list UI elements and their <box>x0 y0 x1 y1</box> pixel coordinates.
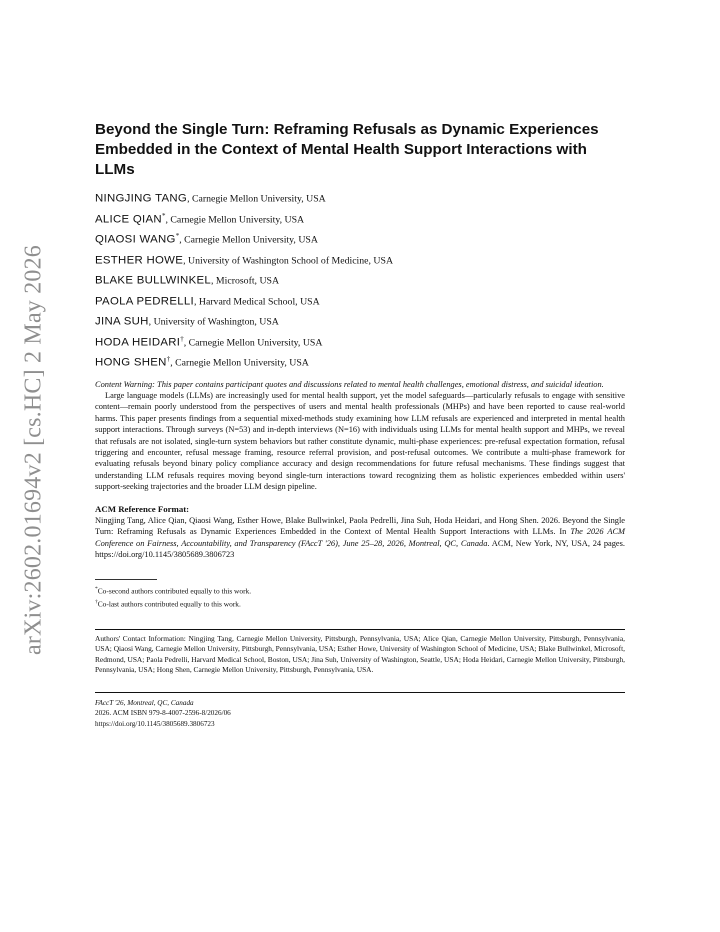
doi-link[interactable]: https://doi.org/10.1145/3805689.3806723 <box>95 719 215 728</box>
author-name: HONG SHEN <box>95 356 167 369</box>
contact-divider <box>95 629 625 630</box>
author-affiliation: , University of Washington, USA <box>148 316 279 328</box>
author-mark: † <box>166 355 171 363</box>
author-affiliation: , Carnegie Mellon University, USA <box>165 214 305 225</box>
publication-info <box>95 698 625 730</box>
author-name: QIAOSI WANG <box>95 233 176 246</box>
footnote-co-second <box>95 584 625 597</box>
abstract: Large language models (LLMs) are increasingly used for mental health support, yet the model safeguards—particularly refusals to engage with sensitive content—remain poorly understood from the perspectives of users and mental health professionals (MHPs) and have been reported to cause real-world harms. This paper presents findings from a sequential mixed-methods study examining how LLM refusals are experienced and interpreted in mental health support interactions. Through surveys (N=53) and in-depth interviews (N=16) with individuals using LLMs for mental health support and MHPs, we reveal that refusals are not isolated, single-turn system behaviors but rather constitute dynamic, multi-phase experiences: pre-refusal expectation formation, refusal triggering and encounter, refusal message framing, resource referral provision, and post-refusal outcomes. We contribute a multi-phase framework for evaluating refusals beyond binary policy compliance accuracy and design recommendations for future refusal mechanisms. These findings suggest that understanding LLM refusals requires moving beyond single-turn interactions toward recognizing them as holistic experiences embedded within users' support-seeking trajectories and the broader LLM design pipeline. <box>95 391 625 492</box>
author-entry <box>95 208 625 229</box>
acm-reference-heading: ACM Reference Format: <box>95 503 190 514</box>
footnote-divider <box>95 579 157 580</box>
author-name: PAOLA PEDRELLI <box>95 295 194 307</box>
footnote-text: Co-second authors contributed equally to this work. <box>97 586 252 596</box>
copyright-isbn: 2026. ACM ISBN 979-8-4007-2596-8/2026/06 <box>95 709 231 718</box>
author-affiliation: , Carnegie Mellon University, USA <box>183 337 323 348</box>
author-entry <box>95 269 625 290</box>
publication-venue: FAccT '26, Montreal, QC, Canada <box>95 698 194 707</box>
reference-publisher-doi: . ACM, New York, NY, USA, 24 pages. https://doi.org/10.1145/3805689.3806723 <box>95 538 625 560</box>
author-affiliation: , Carnegie Mellon University, USA <box>170 357 309 369</box>
paper-first-page <box>95 120 625 729</box>
title-line: LLMs <box>95 161 135 178</box>
author-affiliation: , University of Washington School of Medicine, USA <box>183 255 394 266</box>
arxiv-identifier-text: arXiv:2602.01694v2 [cs.HC] 2 May 2026 <box>20 244 47 656</box>
author-name: JINA SUH <box>95 315 149 328</box>
author-entry <box>95 228 625 249</box>
author-entry <box>95 351 625 372</box>
footnote-mark: * <box>95 585 98 592</box>
footnote-co-last <box>95 597 625 610</box>
author-affiliation: , Carnegie Mellon University, USA <box>179 234 318 246</box>
author-name: NINGJING TANG <box>95 192 188 205</box>
author-entry <box>95 290 625 311</box>
paper-title <box>95 120 625 180</box>
footnote-mark: † <box>95 598 98 605</box>
title-line: Embedded in the Context of Mental Health Support Interactions with <box>95 141 587 158</box>
author-list <box>95 187 625 372</box>
authors-contact-information: Authors' Contact Information: Ningjing Tang, Carnegie Mellon University, Pittsburgh, Pennsylvania, USA; Alice Qian, Carnegie Mellon University, Pittsburgh, Pennsylvania, USA; Qiaosi Wang, Carnegie Mellon University, Pittsburgh, Pennsylvania, USA; Esther Howe, University of Washington School of Medicine, USA; Blake Bullwinkel, Microsoft, Redmond, USA; Paola Pedrelli, Harvard Medical School, Boston, USA; Jina Suh, University of Washington, Seattle, USA; Hoda Heidari, Carnegie Mellon University, Pittsburgh, Pennsylvania, USA; Hong Shen, Carnegie Mellon University, Pittsburgh, Pennsylvania, USA. <box>95 633 625 675</box>
author-affiliation: , Harvard Medical School, USA <box>193 296 320 307</box>
content-warning: Content Warning: This paper contains participant quotes and discussions related to mental health challenges, emotional distress, and suicidal ideation. <box>95 379 604 389</box>
author-entry <box>95 187 625 208</box>
author-name: ALICE QIAN <box>95 213 162 225</box>
author-affiliation: , Carnegie Mellon University, USA <box>187 193 326 205</box>
title-line: Beyond the Single Turn: Reframing Refusals as Dynamic Experiences <box>95 121 599 138</box>
acm-reference-text <box>95 515 625 561</box>
author-entry <box>95 249 625 270</box>
author-name: HODA HEIDARI <box>95 336 181 348</box>
arxiv-identifier-stamp <box>19 244 49 656</box>
author-affiliation: , Microsoft, USA <box>211 275 280 287</box>
author-name: ESTHER HOWE <box>95 254 184 266</box>
author-mark: * <box>175 232 180 240</box>
author-name: BLAKE BULLWINKEL <box>95 274 212 287</box>
reference-citation: Ningjing Tang, Alice Qian, Qiaosi Wang, Esther Howe, Blake Bullwinkel, Paola Pedrelli, Jina Suh, Hoda Heidari, and Hong Shen. 2026. Beyond the Single Turn: Reframing Refusals as Dynamic Experiences Embedded in the Context of Mental Health Support Interactions with LLMs. In <box>95 515 625 537</box>
author-entry <box>95 331 625 352</box>
author-mark: * <box>161 211 166 220</box>
footnote-text: Co-last authors contributed equally to this work. <box>97 599 241 609</box>
reference-venue: The 2026 ACM Conference on Fairness, Accountability, and Transparency (FAccT '26), June 25–28, 2026, Montreal, QC, Canada <box>95 527 626 548</box>
publication-divider <box>95 692 625 693</box>
author-mark: † <box>180 334 184 343</box>
author-entry <box>95 310 625 331</box>
